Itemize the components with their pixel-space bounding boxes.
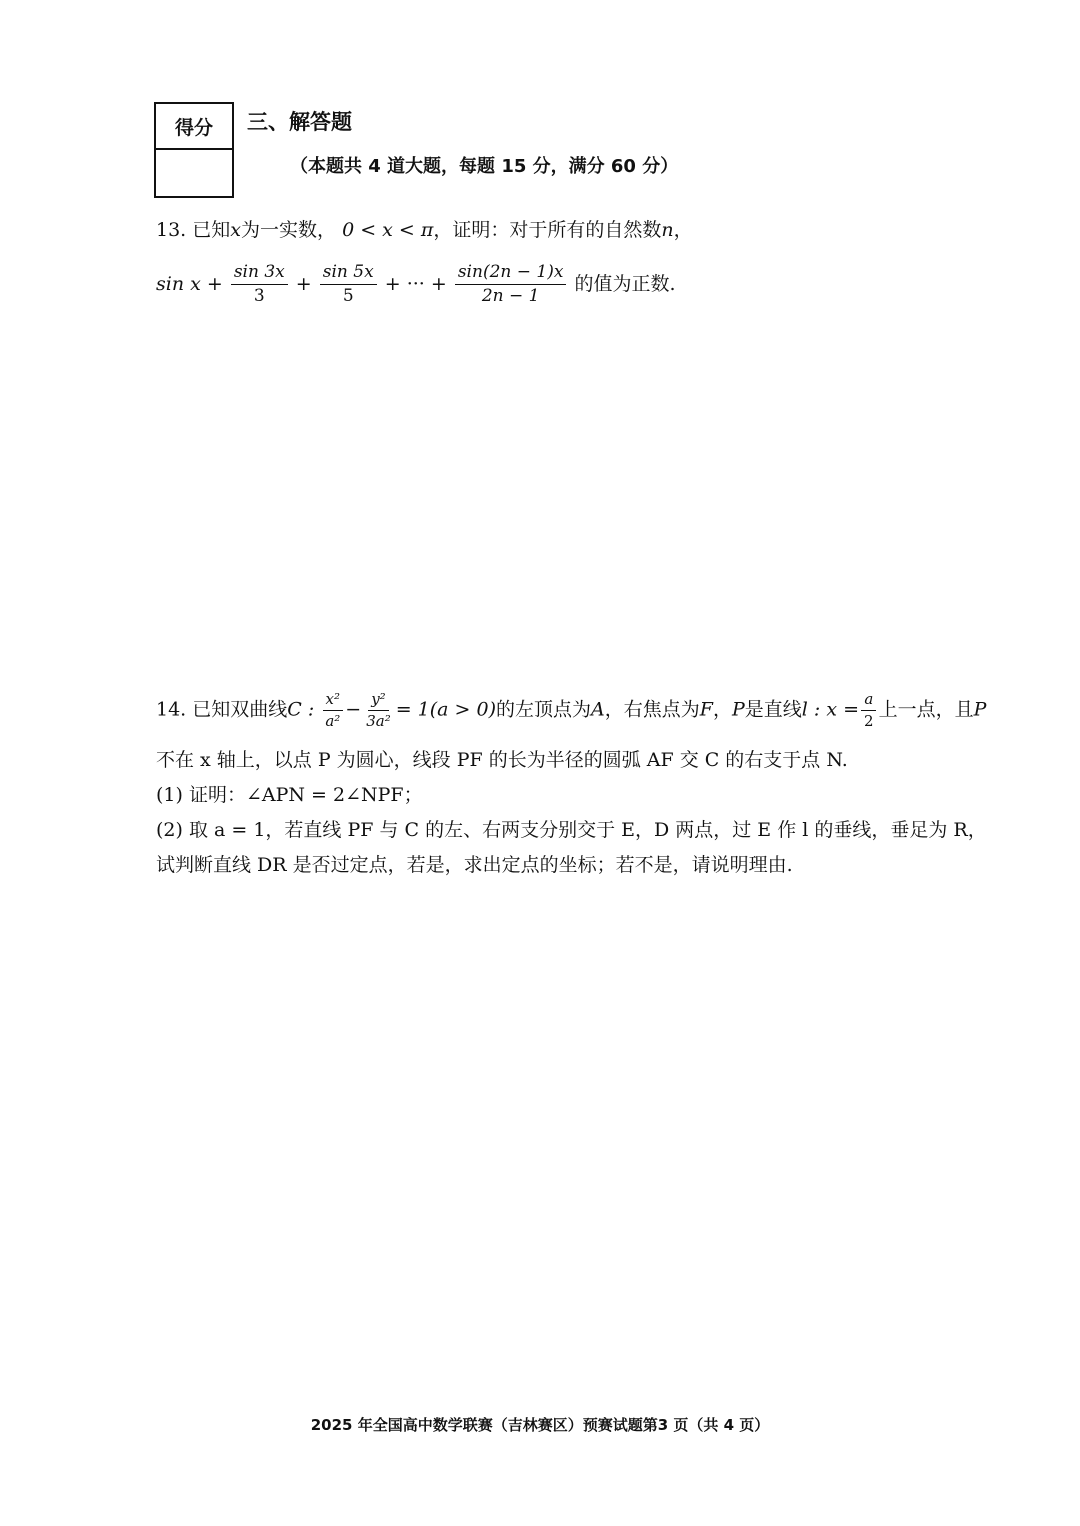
q13-text: 已知 — [192, 219, 231, 241]
fraction-sin3x — [231, 262, 288, 308]
minus-sign: − — [345, 698, 362, 721]
q14-text: 是直线 — [744, 698, 802, 721]
q14-text: 的左顶点为 — [496, 698, 592, 721]
fraction-numerator: y² — [368, 690, 389, 711]
q13-statement — [156, 215, 693, 242]
fraction-x2-a2 — [322, 690, 343, 731]
fraction-denominator: 2 — [864, 711, 874, 730]
q14-line-l: l : x = — [801, 698, 860, 721]
fraction-numerator: x² — [323, 690, 343, 711]
fraction-numerator: sin 3x — [231, 262, 288, 285]
fraction-numerator: a — [861, 690, 876, 711]
q14-equation-rhs: = 1(a > 0) — [395, 698, 496, 721]
q14-number: 14. — [156, 698, 187, 721]
fraction-denominator: 3a² — [366, 711, 391, 730]
q14-subquestion-2-cont: 试判断直线 DR 是否过定点，若是，求出定点的坐标；若不是，请说明理由. — [156, 854, 793, 876]
section-note: （本题共 4 道大题，每题 15 分，满分 60 分） — [290, 156, 679, 177]
q14-point-a: A — [591, 698, 605, 721]
q13-conclusion: 的值为正数. — [574, 272, 676, 295]
q14-text: 已知双曲线 — [192, 698, 288, 721]
score-label: 得分 — [156, 104, 232, 150]
q13-condition: 0 < x < π — [342, 219, 434, 241]
q14-point-p: P — [731, 698, 745, 721]
fraction-general-term — [455, 262, 567, 308]
q14-subquestion-1: (1) 证明：∠APN = 2∠NPF； — [156, 784, 423, 806]
q14-subquestion-2: (2) 取 a = 1，若直线 PF 与 C 的左、右两支分别交于 E，D 两点，过 E 作 l 的垂线，垂足为 R， — [156, 819, 987, 841]
fraction-a-2 — [861, 690, 877, 731]
page-footer: 2025 年全国高中数学联赛（吉林赛区）预赛试题第3 页（共 4 页） — [310, 1416, 770, 1434]
fraction-denominator: 3 — [253, 286, 265, 307]
score-box — [154, 102, 234, 198]
score-entry-cell[interactable] — [156, 150, 232, 196]
q13-expression — [156, 262, 676, 308]
ellipsis-sum: + ··· + — [384, 272, 447, 295]
q14-point-p: P — [973, 698, 987, 721]
fraction-numerator: sin 5x — [320, 262, 377, 285]
q13-text: ，证明：对于所有的自然数 — [433, 219, 662, 241]
q13-var-x: x — [230, 219, 241, 241]
q14-statement-line1 — [156, 690, 986, 731]
fraction-sin5x — [320, 262, 377, 308]
q13-text: ， — [673, 219, 693, 241]
q14-point-f: F — [699, 698, 713, 721]
plus-sign: + — [295, 272, 312, 295]
section-title: 三、解答题 — [247, 110, 352, 134]
fraction-denominator: 5 — [342, 286, 354, 307]
q14-text: 上一点，且 — [878, 698, 974, 721]
q14-text: ， — [712, 698, 732, 721]
q14-statement-line2: 不在 x 轴上，以点 P 为圆心，线段 PF 的长为半径的圆弧 AF 交 C 的右支于点 N. — [156, 749, 848, 771]
expr-term: sin x + — [156, 272, 223, 295]
q14-text: ，右焦点为 — [604, 698, 700, 721]
fraction-numerator: sin(2n − 1)x — [455, 262, 567, 285]
q14-curve-name: C : — [287, 698, 315, 721]
fraction-denominator: a² — [325, 711, 341, 730]
q13-text: 为一实数， — [241, 219, 337, 241]
q13-var-n: n — [661, 219, 674, 241]
fraction-denominator: 2n − 1 — [481, 286, 540, 307]
fraction-y2-3a2 — [363, 690, 394, 731]
q13-number: 13. — [156, 219, 187, 241]
